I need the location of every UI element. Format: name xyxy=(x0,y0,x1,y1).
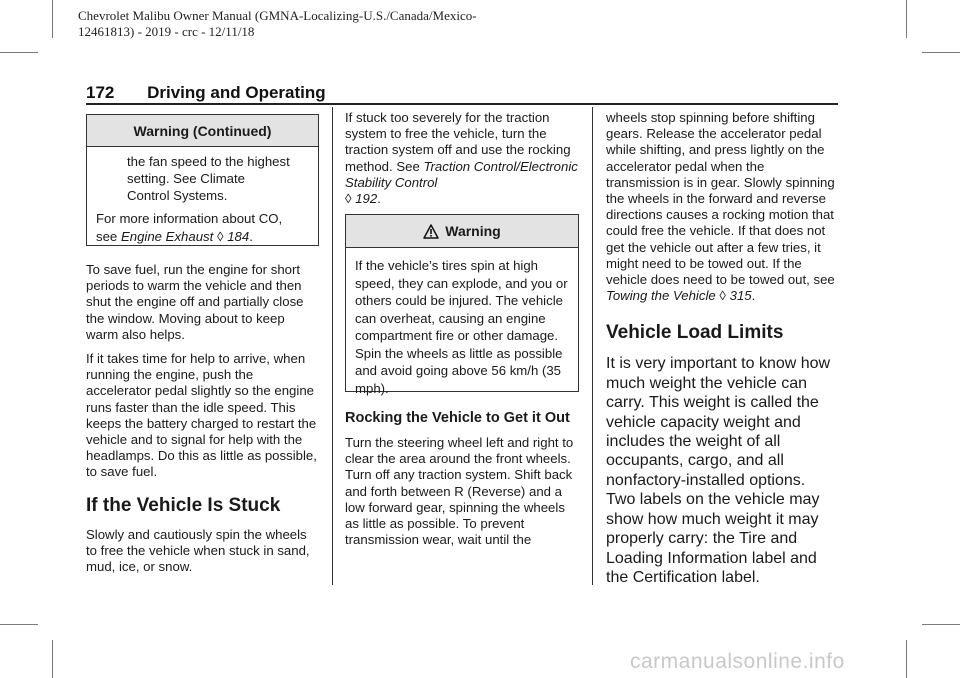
column-divider xyxy=(592,107,593,585)
warning-body xyxy=(346,248,578,409)
warning-title: Warning (Continued) xyxy=(133,122,272,139)
page-header xyxy=(86,83,326,103)
section-title: If the Vehicle Is Stuck xyxy=(86,494,281,516)
warning-header xyxy=(346,215,578,248)
warning-title: Warning xyxy=(445,223,501,239)
page-ref[interactable]: 192 xyxy=(355,191,378,207)
section-title: Vehicle Load Limits xyxy=(606,322,784,344)
warning-text: If the vehicle’s tires spin at high speed, they can explode, and you or others could be injured. The vehicle can overheat, causing an engine compartment fire or other damage. Spin the wheels as little as possible and avoid going above 56 km/h (35 mph). xyxy=(355,258,568,396)
column-divider xyxy=(332,107,333,585)
paragraph: To save fuel, run the engine for short periods to warm the vehicle and then shut the engine off and partially close the window. Moving about to keep warm also helps. xyxy=(86,262,304,342)
watermark: carmanualsonline.info xyxy=(630,650,845,673)
warning-line: For more information about CO, xyxy=(96,211,283,226)
header-rule xyxy=(86,103,838,105)
crop-mark xyxy=(922,624,960,625)
warning-line: setting. See Climate xyxy=(127,171,246,186)
paragraph: It is very important to know how much weight the vehicle can carry. This weight is called the vehicle capacity weight and includes the weight of all occupants, cargo, and all nonfactory-installed options. Two labels on the vehicle may show how much weight it may properly carry: the Tire and Loading Information label and the Certification label. xyxy=(606,355,831,586)
crop-mark xyxy=(906,0,907,38)
warning-triangle-icon xyxy=(423,224,439,239)
crop-mark xyxy=(906,640,907,678)
page-ref-icon: ◊ xyxy=(217,228,224,244)
paragraph: Slowly and cautiously spin the wheels to free the vehicle when stuck in sand, mud, ice, or snow. xyxy=(86,526,310,575)
crop-mark xyxy=(52,0,53,38)
page-number: 172 xyxy=(86,83,115,102)
warning-box xyxy=(345,214,579,396)
column-2-lower xyxy=(345,410,579,556)
paragraph: If it takes time for help to arrive, when running the engine, push the accelerator pedal slightly so the engine runs faster than the idle speed. This keeps the battery charged to restart the vehicle and to signal for help with the headlamps. Do this as little as possible, to save fuel. xyxy=(86,351,317,480)
crop-mark xyxy=(922,52,960,53)
meta-line: 12461813) - 2019 - crc - 12/11/18 xyxy=(78,24,255,39)
page-ref-icon: ◊ xyxy=(719,288,726,304)
warning-header xyxy=(87,115,318,147)
cross-reference-link[interactable]: Traction Control/Electronic Stability Control xyxy=(345,158,578,190)
paragraph: Turn the steering wheel left and right to clear the area around the front wheels. Turn off any traction system. Shift back and forth between R (Reverse) and a low forward gear, spinning the wheels as little as possible. To prevent transmission wear, wait until the xyxy=(345,435,574,548)
cross-reference-link[interactable]: Engine Exhaust xyxy=(120,228,214,244)
cross-reference-link[interactable]: Towing the Vehicle xyxy=(606,288,716,304)
paragraph: wheels stop spinning before shifting gears. Release the accelerator pedal while shifting, and press lightly on the accelerator pedal when the transmission is in gear. Slowly spinning the wheels in the forward and reverse directions causes a rocking motion that could free the vehicle. If that does not get the vehicle out after a few tries, it might need to be towed out. If the vehicle does need to be towed out, see Towing the Vehicle ◊ 315. xyxy=(606,110,835,304)
column-1-text xyxy=(86,262,320,583)
page-ref[interactable]: 184 xyxy=(227,228,250,244)
crop-mark xyxy=(52,640,53,678)
column-2-text xyxy=(345,110,579,215)
crop-mark xyxy=(0,52,38,53)
document-meta xyxy=(78,8,598,40)
page-ref-icon: ◊ xyxy=(345,191,352,207)
page-ref[interactable]: 315 xyxy=(729,288,752,304)
warning-body xyxy=(87,147,318,251)
subsection-title: Rocking the Vehicle to Get it Out xyxy=(345,410,570,426)
crop-mark xyxy=(0,624,38,625)
column-3-text xyxy=(606,110,838,595)
section-heading: Driving and Operating xyxy=(147,83,326,102)
paragraph: If stuck too severely for the traction system to free the vehicle, turn the traction system off and use the rocking method. See Traction Control/Electronic Stability Control ◊ 192. xyxy=(345,110,578,207)
warning-line: see Engine Exhaust ◊ 184. xyxy=(96,228,253,244)
meta-line: Chevrolet Malibu Owner Manual (GMNA-Localizing-U.S./Canada/Mexico- xyxy=(78,8,477,23)
warning-line: the fan speed to the highest xyxy=(127,154,290,169)
warning-continued-box xyxy=(86,114,319,246)
warning-line: Control Systems. xyxy=(127,188,228,203)
